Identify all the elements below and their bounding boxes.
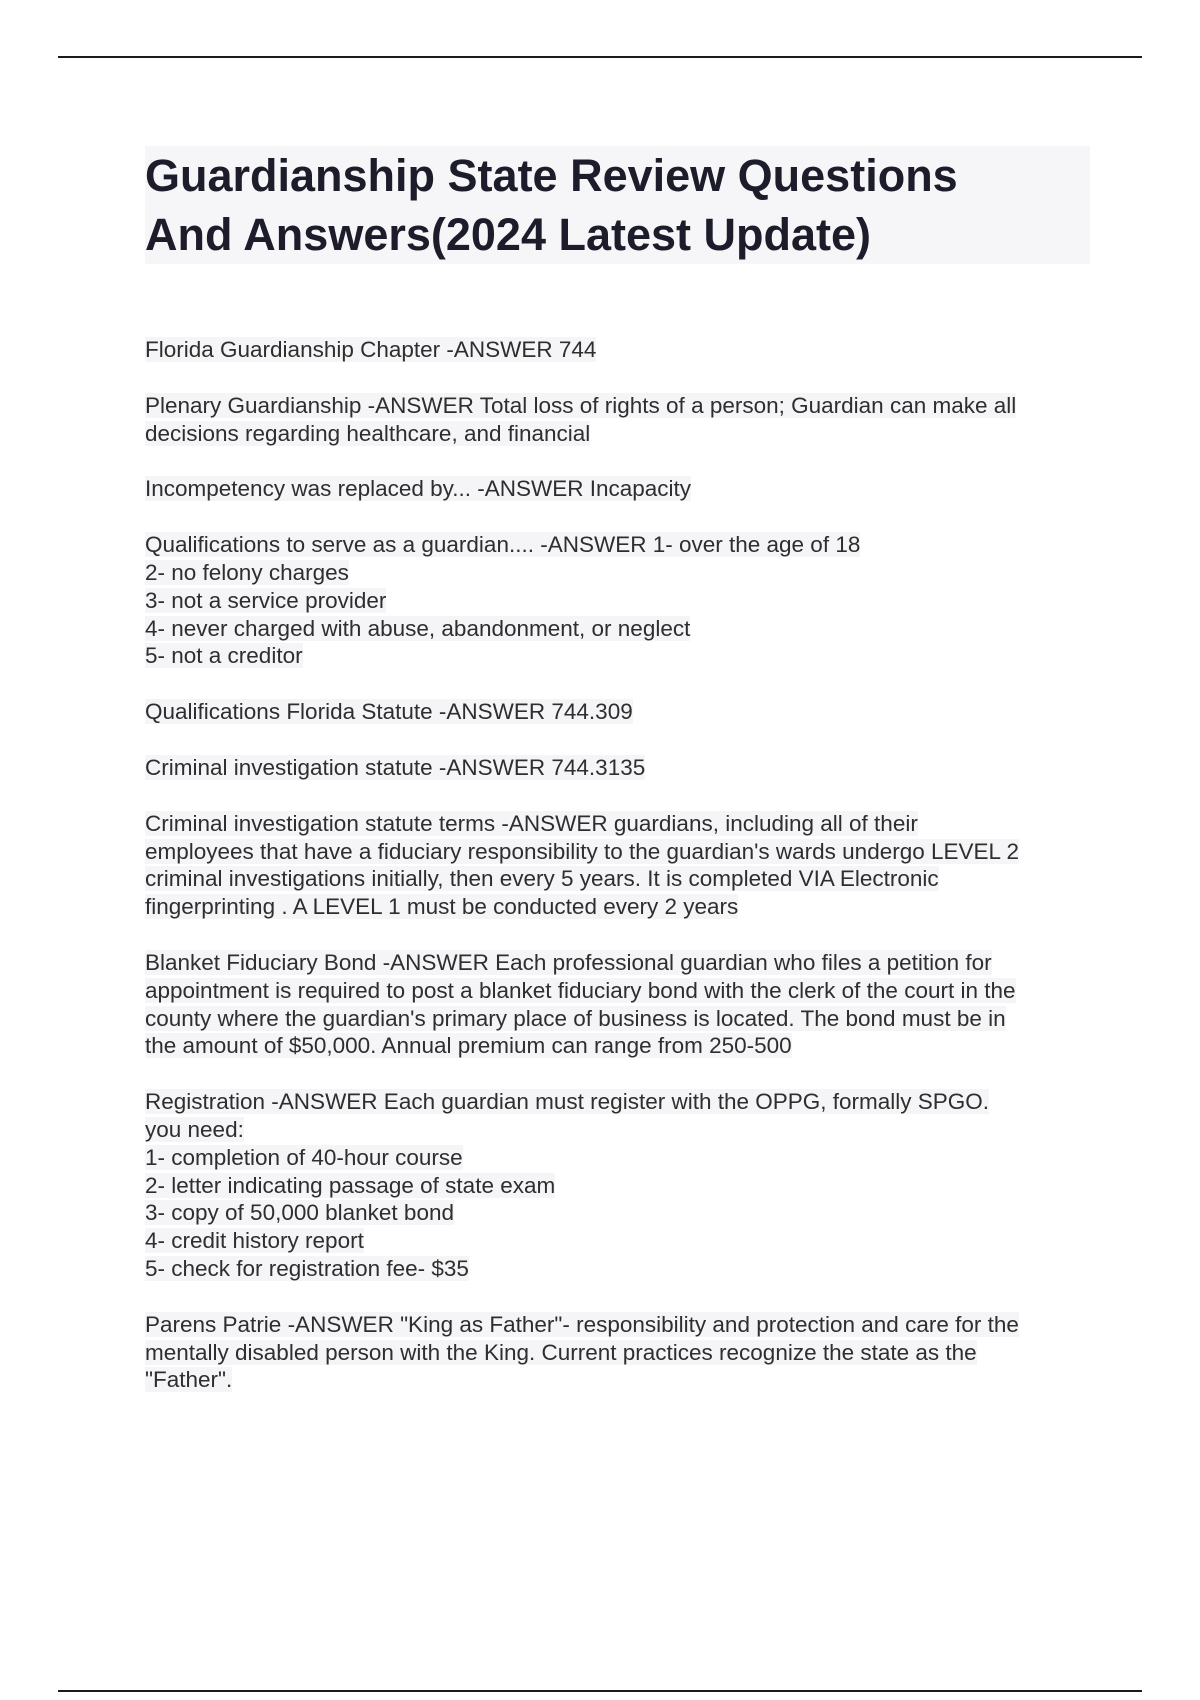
qa-line (145, 531, 1095, 559)
qa-line (145, 1199, 1095, 1227)
qa-item (145, 475, 1095, 503)
qa-line-text: mentally disabled person with the King. Current practices recognize the state as the (145, 1339, 977, 1365)
qa-item (145, 754, 1095, 782)
qa-line-text: Incompetency was replaced by... -ANSWER Incapacity (145, 476, 692, 502)
qa-line (145, 949, 1095, 977)
qa-line (145, 1339, 1095, 1367)
qa-line-text: 2- letter indicating passage of state exam (145, 1172, 556, 1198)
qa-line-text: 4- credit history report (145, 1228, 364, 1254)
qa-line-text: fingerprinting . A LEVEL 1 must be conducted every 2 years (145, 894, 739, 920)
qa-line (145, 587, 1095, 615)
qa-line (145, 1255, 1095, 1283)
qa-line (145, 1227, 1095, 1255)
qa-line-text: 1- completion of 40-hour course (145, 1144, 463, 1170)
qa-item (145, 810, 1095, 921)
qa-line (145, 754, 1095, 782)
qa-line (145, 1116, 1095, 1144)
qa-line-text: Plenary Guardianship -ANSWER Total loss of rights of a person; Guardian can make all (145, 392, 1017, 418)
qa-line-text: 3- not a service provider (145, 587, 387, 613)
qa-line-text: appointment is required to post a blanket fiduciary bond with the clerk of the court in the (145, 977, 1016, 1003)
title-line: Guardianship State Review Questions (145, 150, 958, 201)
qa-line-text: 5- check for registration fee- $35 (145, 1255, 469, 1281)
qa-line (145, 1005, 1095, 1033)
qa-line-text: "Father". (145, 1367, 233, 1393)
qa-line (145, 559, 1095, 587)
bottom-rule (58, 1690, 1142, 1692)
qa-line (145, 698, 1095, 726)
qa-line-text: Blanket Fiduciary Bond -ANSWER Each professional guardian who files a petition for (145, 949, 992, 975)
qa-line (145, 1088, 1095, 1116)
qa-item (145, 336, 1095, 364)
qa-line-text: county where the guardian's primary place of business is located. The bond must be in (145, 1005, 1006, 1031)
qa-line (145, 642, 1095, 670)
qa-item (145, 698, 1095, 726)
qa-line (145, 1144, 1095, 1172)
qa-item (145, 392, 1095, 448)
qa-line (145, 1172, 1095, 1200)
qa-line-text: decisions regarding healthcare, and financial (145, 420, 591, 446)
qa-line (145, 1311, 1095, 1339)
qa-line (145, 977, 1095, 1005)
qa-item (145, 1311, 1095, 1394)
qa-line-text: you need: (145, 1116, 244, 1142)
qa-item (145, 1088, 1095, 1283)
qa-line-text: 5- not a creditor (145, 643, 303, 669)
qa-line (145, 392, 1095, 420)
qa-line (145, 838, 1095, 866)
qa-line (145, 1366, 1095, 1394)
top-rule (58, 56, 1142, 58)
qa-line (145, 865, 1095, 893)
qa-line-text: 2- no felony charges (145, 559, 349, 585)
qa-line-text: the amount of $50,000. Annual premium can range from 250-500 (145, 1033, 792, 1059)
qa-item (145, 531, 1095, 670)
qa-line-text: Qualifications to serve as a guardian.... -ANSWER 1- over the age of 18 (145, 532, 861, 558)
qa-line (145, 1032, 1095, 1060)
qa-line-text: employees that have a fiduciary responsibility to the guardian's wards undergo LEVEL 2 (145, 838, 1019, 864)
qa-line (145, 810, 1095, 838)
document-title (145, 146, 1090, 264)
qa-item (145, 949, 1095, 1060)
qa-line-text: Qualifications Florida Statute -ANSWER 744.309 (145, 699, 633, 725)
qa-line-text: Parens Patrie -ANSWER "King as Father"- responsibility and protection and care for the (145, 1311, 1019, 1337)
qa-line (145, 893, 1095, 921)
qa-line (145, 475, 1095, 503)
qa-line-text: Florida Guardianship Chapter -ANSWER 744 (145, 337, 597, 362)
qa-line (145, 615, 1095, 643)
title-line: And Answers(2024 Latest Update) (145, 209, 872, 260)
qa-line-text: Criminal investigation statute terms -ANSWER guardians, including all of their (145, 810, 918, 836)
qa-list (145, 336, 1095, 1422)
qa-line-text: Criminal investigation statute -ANSWER 744.3135 (145, 754, 646, 780)
qa-line (145, 420, 1095, 448)
qa-line-text: 3- copy of 50,000 blanket bond (145, 1200, 454, 1226)
qa-line-text: criminal investigations initially, then every 5 years. It is completed VIA Electronic (145, 866, 939, 892)
qa-line-text: Registration -ANSWER Each guardian must register with the OPPG, formally SPGO. (145, 1089, 990, 1115)
qa-line-text: 4- never charged with abuse, abandonment, or neglect (145, 615, 691, 641)
qa-line (145, 336, 1095, 364)
